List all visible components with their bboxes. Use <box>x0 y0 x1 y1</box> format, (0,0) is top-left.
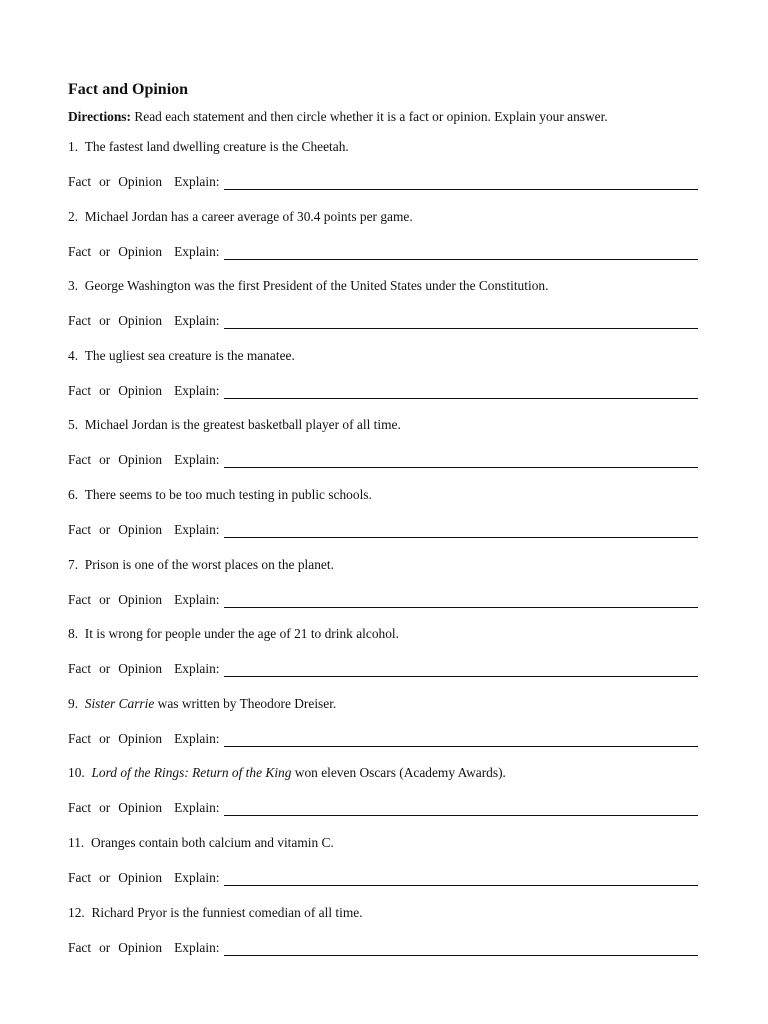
question-number: 4. <box>68 347 79 363</box>
choice-or: or <box>99 382 111 398</box>
question-statement <box>68 339 698 373</box>
question-item <box>68 200 698 270</box>
answer-row <box>68 373 698 409</box>
statement-text: The ugliest sea creature is the manatee. <box>84 347 295 363</box>
choice-or: or <box>99 800 111 816</box>
question-number: 6. <box>68 486 79 502</box>
explain-answer-line[interactable] <box>224 467 699 468</box>
question-statement <box>68 548 698 582</box>
explain-answer-line[interactable] <box>224 398 699 399</box>
answer-row <box>68 164 698 200</box>
answer-row <box>68 303 698 339</box>
statement-title-italic: Lord of the Rings: Return of the King <box>91 765 292 781</box>
choice-fact[interactable]: Fact <box>68 939 92 955</box>
answer-row <box>68 721 698 757</box>
worksheet-page <box>68 78 698 965</box>
choice-fact[interactable]: Fact <box>68 869 92 885</box>
choice-fact[interactable]: Fact <box>68 174 92 189</box>
statement-text: There seems to be too much testing in public schools. <box>84 486 372 502</box>
choice-opinion[interactable]: Opinion <box>118 591 163 607</box>
statement-text: Richard Pryor is the funniest comedian of all time. <box>91 904 363 920</box>
answer-row <box>68 790 698 826</box>
explain-answer-line[interactable] <box>224 885 699 886</box>
question-statement <box>68 130 698 164</box>
statement-text: The fastest land dwelling creature is the Cheetah. <box>84 139 349 154</box>
directions <box>68 108 698 126</box>
choice-fact[interactable]: Fact <box>68 591 92 607</box>
question-item <box>68 687 698 757</box>
answer-row <box>68 582 698 618</box>
question-number: 1. <box>68 139 79 154</box>
question-statement <box>68 269 698 303</box>
question-item <box>68 896 698 966</box>
question-number: 11. <box>68 834 85 850</box>
choice-opinion[interactable]: Opinion <box>118 661 163 677</box>
statement-title-italic: Sister Carrie <box>84 695 155 711</box>
question-number: 9. <box>68 695 79 711</box>
explain-label: Explain: <box>174 313 220 329</box>
question-item <box>68 756 698 826</box>
choice-fact[interactable]: Fact <box>68 661 92 677</box>
explain-label: Explain: <box>174 730 220 746</box>
question-statement <box>68 826 698 860</box>
answer-row <box>68 512 698 548</box>
question-statement <box>68 408 698 442</box>
choice-or: or <box>99 243 111 259</box>
question-statement <box>68 478 698 512</box>
choice-or: or <box>99 591 111 607</box>
choice-or: or <box>99 661 111 677</box>
explain-label: Explain: <box>174 869 220 885</box>
question-item <box>68 269 698 339</box>
choice-fact[interactable]: Fact <box>68 730 92 746</box>
question-number: 5. <box>68 417 79 433</box>
question-list <box>68 130 698 965</box>
choice-fact[interactable]: Fact <box>68 313 92 329</box>
question-number: 3. <box>68 278 79 294</box>
choice-or: or <box>99 939 111 955</box>
question-item <box>68 826 698 896</box>
statement-text: Oranges contain both calcium and vitamin C. <box>90 834 334 850</box>
explain-label: Explain: <box>174 800 220 816</box>
statement-text-after: was written by Theodore Dreiser. <box>154 695 337 711</box>
choice-or: or <box>99 869 111 885</box>
directions-label: Directions: <box>68 109 131 124</box>
explain-label: Explain: <box>174 174 220 189</box>
question-item <box>68 408 698 478</box>
directions-text: Read each statement and then circle whether it is a fact or opinion. Explain your answer. <box>130 109 608 124</box>
question-statement <box>68 756 698 790</box>
question-number: 8. <box>68 626 79 642</box>
choice-opinion[interactable]: Opinion <box>118 730 163 746</box>
answer-row <box>68 860 698 896</box>
statement-text: Prison is one of the worst places on the planet. <box>84 556 334 572</box>
question-statement <box>68 687 698 721</box>
choice-or: or <box>99 313 111 329</box>
statement-text: It is wrong for people under the age of 21 to drink alcohol. <box>84 626 399 642</box>
explain-answer-line[interactable] <box>224 328 699 329</box>
choice-opinion[interactable]: Opinion <box>118 800 163 816</box>
explain-answer-line[interactable] <box>224 607 699 608</box>
question-item <box>68 617 698 687</box>
choice-opinion[interactable]: Opinion <box>118 243 163 259</box>
question-item <box>68 339 698 409</box>
explain-answer-line[interactable] <box>224 815 699 816</box>
worksheet-title: Fact and Opinion <box>68 81 189 98</box>
choice-fact[interactable]: Fact <box>68 382 92 398</box>
statement-text: Michael Jordan is the greatest basketball player of all time. <box>84 417 401 433</box>
question-statement <box>68 896 698 930</box>
choice-or: or <box>99 730 111 746</box>
question-item <box>68 478 698 548</box>
choice-opinion[interactable]: Opinion <box>118 313 163 329</box>
question-number: 12. <box>68 904 85 920</box>
statement-text-after: won eleven Oscars (Academy Awards). <box>291 765 506 781</box>
choice-opinion[interactable]: Opinion <box>118 521 163 537</box>
explain-label: Explain: <box>174 939 220 955</box>
choice-fact[interactable]: Fact <box>68 452 92 468</box>
choice-or: or <box>99 174 111 189</box>
answer-row <box>68 442 698 478</box>
explain-label: Explain: <box>174 243 220 259</box>
explain-label: Explain: <box>174 591 220 607</box>
explain-answer-line[interactable] <box>224 537 699 538</box>
explain-answer-line[interactable] <box>224 746 699 747</box>
explain-label: Explain: <box>174 661 220 677</box>
explain-answer-line[interactable] <box>224 189 699 190</box>
choice-opinion[interactable]: Opinion <box>118 382 163 398</box>
choice-fact[interactable]: Fact <box>68 800 92 816</box>
choice-or: or <box>99 521 111 537</box>
choice-opinion[interactable]: Opinion <box>118 452 163 468</box>
question-statement <box>68 617 698 651</box>
question-item <box>68 130 698 200</box>
explain-answer-line[interactable] <box>224 676 699 677</box>
statement-text: Michael Jordan has a career average of 30.4 points per game. <box>84 208 413 224</box>
explain-answer-line[interactable] <box>224 259 699 260</box>
question-statement <box>68 200 698 234</box>
answer-row <box>68 930 698 966</box>
choice-opinion[interactable]: Opinion <box>118 939 163 955</box>
explain-label: Explain: <box>174 452 220 468</box>
choice-fact[interactable]: Fact <box>68 243 92 259</box>
explain-label: Explain: <box>174 521 220 537</box>
choice-opinion[interactable]: Opinion <box>118 869 163 885</box>
explain-label: Explain: <box>174 382 220 398</box>
explain-answer-line[interactable] <box>224 955 699 956</box>
question-number: 7. <box>68 556 79 572</box>
choice-or: or <box>99 452 111 468</box>
question-number: 2. <box>68 208 79 224</box>
choice-fact[interactable]: Fact <box>68 521 92 537</box>
statement-text: George Washington was the first President of the United States under the Constitution. <box>84 278 549 294</box>
question-number: 10. <box>68 765 85 781</box>
answer-row <box>68 651 698 687</box>
question-item <box>68 548 698 618</box>
answer-row <box>68 234 698 270</box>
choice-opinion[interactable]: Opinion <box>118 174 163 189</box>
